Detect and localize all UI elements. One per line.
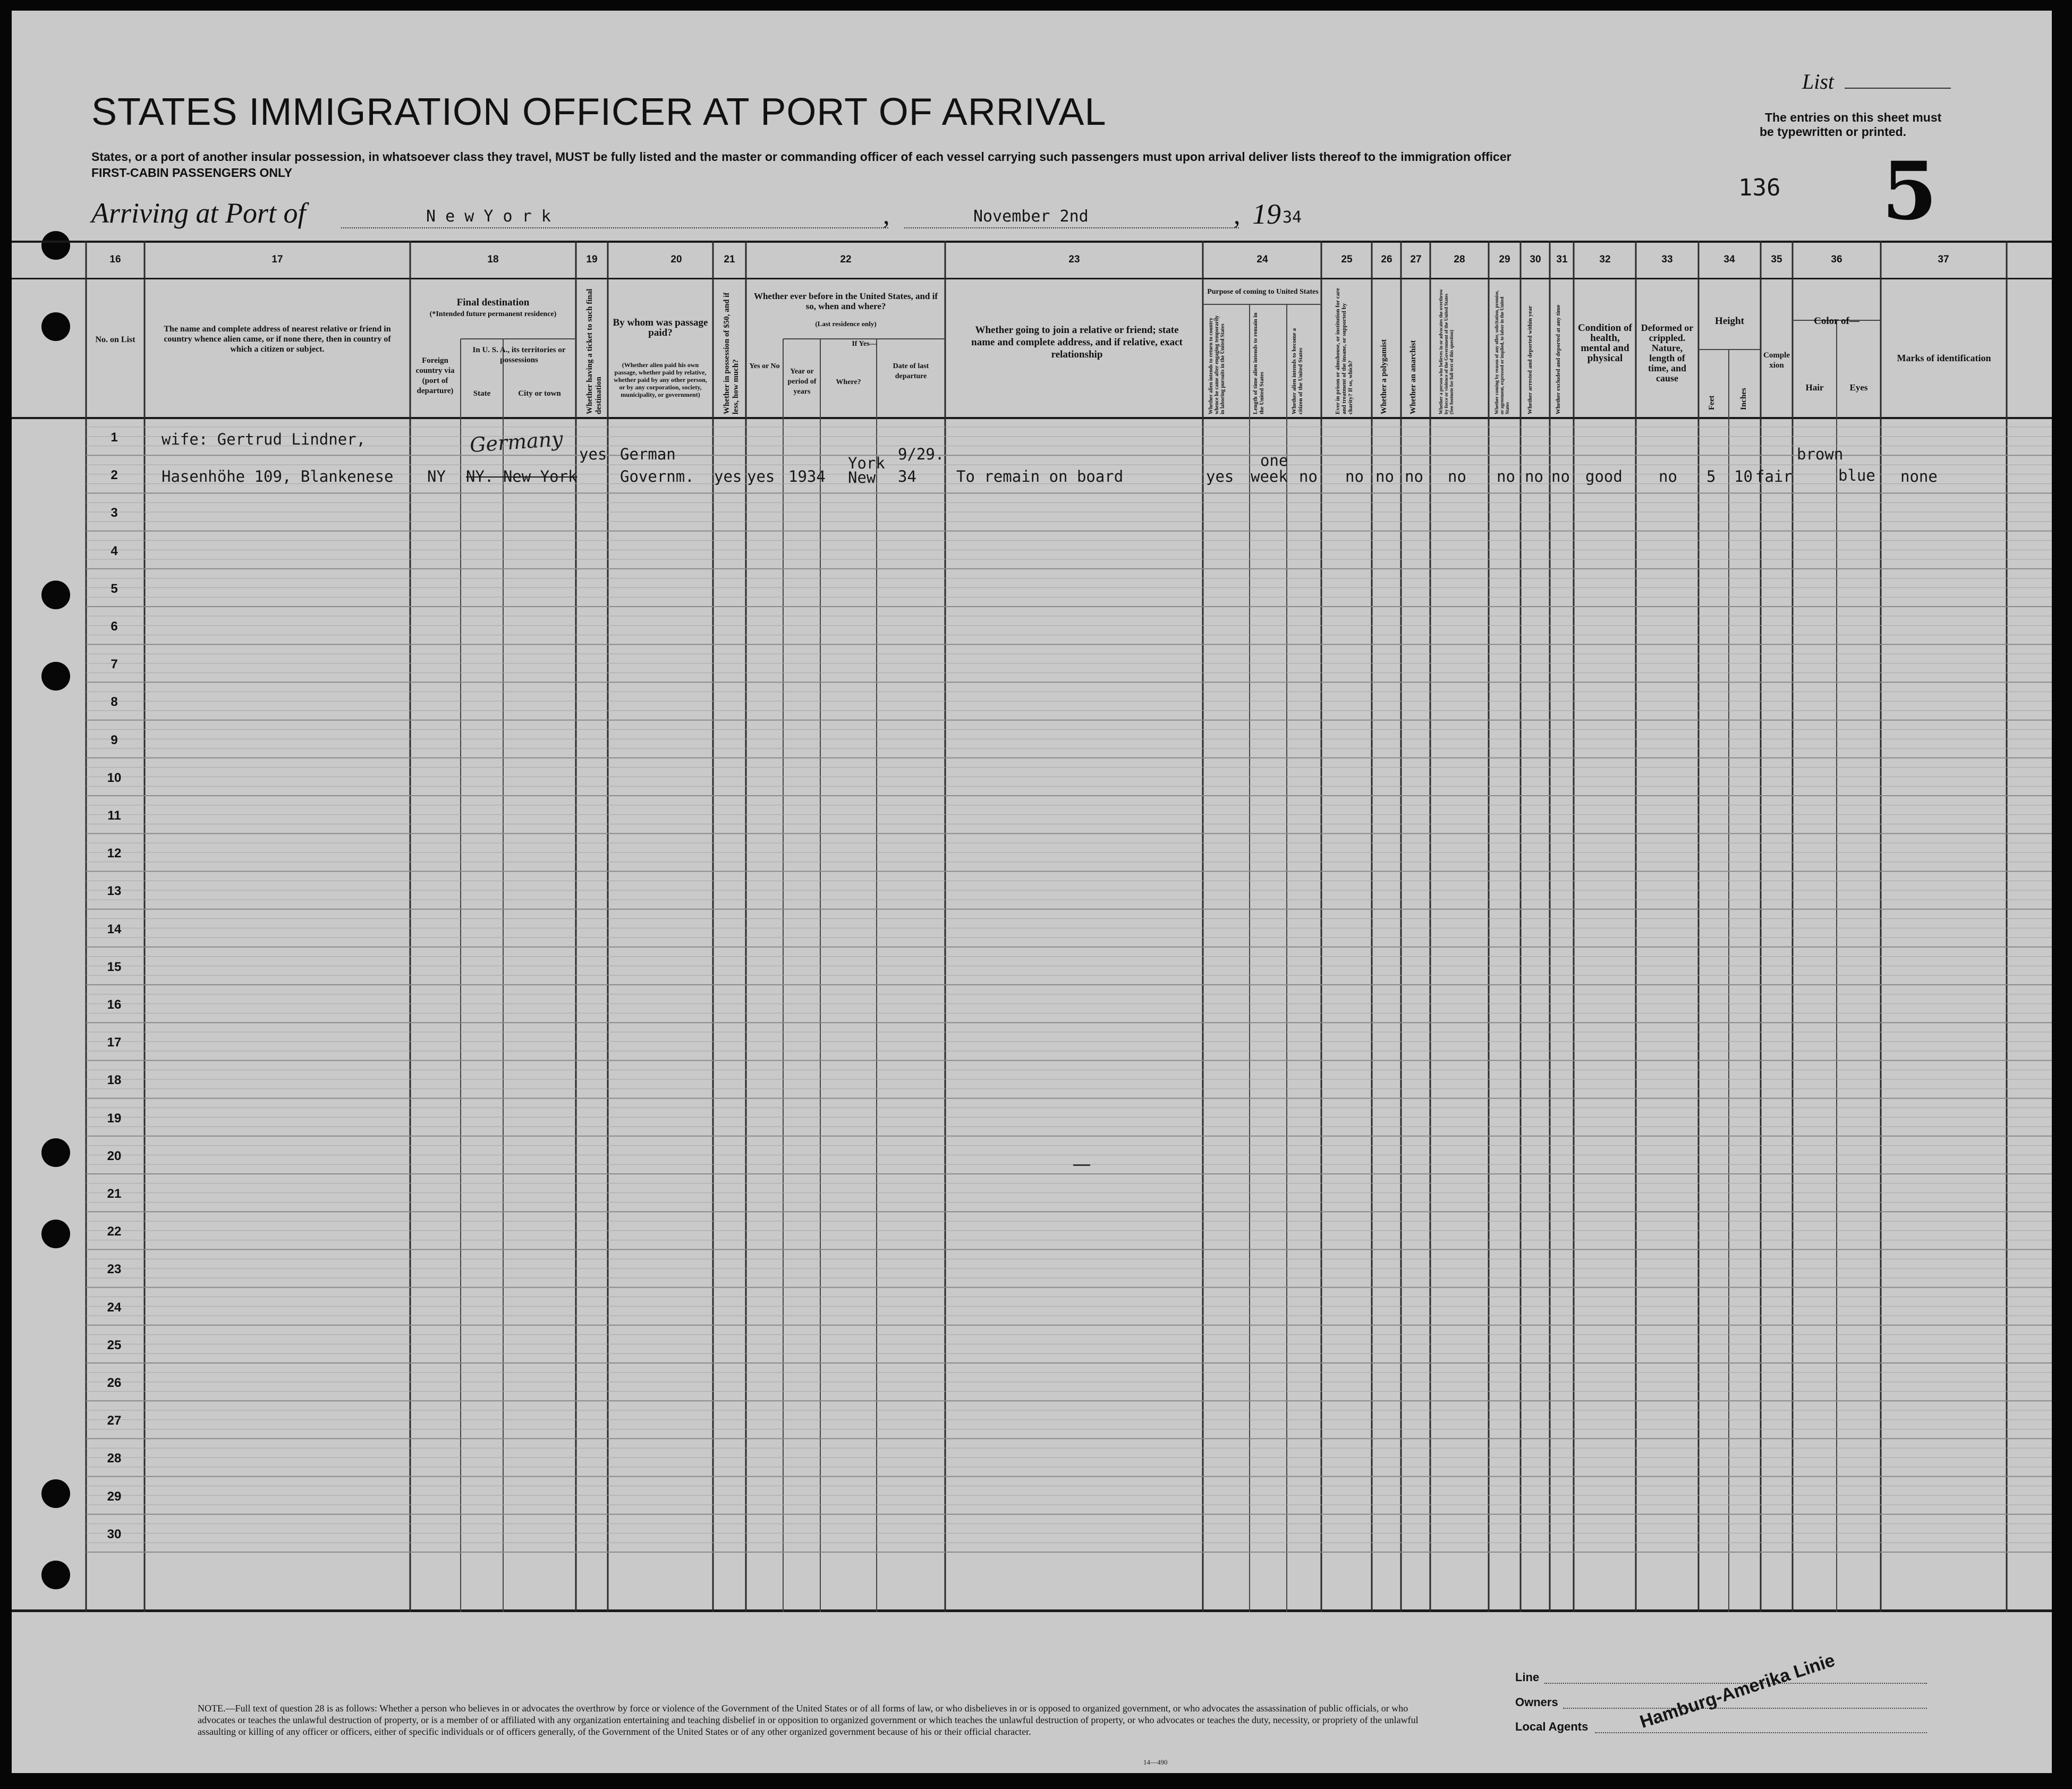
cabin-label: FIRST-CABIN PASSENGERS ONLY	[91, 166, 293, 180]
destination-state: NY. New York	[466, 467, 578, 485]
header-citizen-intent: Whether alien intends to become a citizen of the United States	[1291, 328, 1304, 414]
column-number: 28	[1454, 254, 1465, 265]
relative-address: Hasenhöhe 109, Blankenese	[162, 467, 394, 485]
deformed-value: no	[1659, 467, 1677, 485]
sheet-number: 5	[1882, 144, 1938, 238]
return-intent-value: yes	[1206, 467, 1234, 485]
header-joining: Whether going to join a relative or friend; state name and complete address, and if relative, exact relationship	[971, 325, 1183, 360]
header-excluded: Whether excluded and deported at any time	[1555, 304, 1561, 414]
row-number: 27	[107, 1413, 122, 1428]
inches-value: 10	[1734, 467, 1753, 485]
row-number: 26	[107, 1376, 122, 1390]
row-number: 20	[107, 1148, 122, 1163]
page-title: STATES IMMIGRATION OFFICER AT PORT OF ARRIVAL	[91, 91, 1107, 133]
column-number: 19	[586, 254, 598, 265]
departure-value: 9/29.	[898, 445, 945, 463]
column-number: 34	[1723, 254, 1735, 265]
row-number: 30	[107, 1527, 122, 1541]
handwritten-correction: Germany	[469, 427, 564, 457]
header-before-in-us: Whether ever before in the United States, and if so, when and where?	[753, 291, 938, 311]
polygamist-value: no	[1375, 467, 1394, 485]
footnote-question-28: NOTE.—Full text of question 28 is as follows: Whether a person who believes in or advocates the overthrow by force or violence of the Government of the United States or of all forms of law, or who disbelieves in or is opposed to organized government, or who advocates the assassination of public officials, or who advocates or teaches the unlawful destruction of property, or is a member of or affiliated with any organization entertaining and teaching disbelief in or opposition to organized government or which teaches the unlawful destruction of property, or who advocates or teaches the duty, necessity, or propriety of the unlawful assaulting or killing of any officer or officers, either of specific individuals or of officers generally, of the Government of the United States or of any other organized government because of his or their official character.	[198, 1703, 1419, 1737]
length-value: week	[1251, 467, 1288, 485]
row-number: 7	[111, 657, 118, 672]
row-number: 11	[107, 808, 121, 823]
year-value: 1934	[788, 467, 826, 485]
header-return-intent: Whether alien intends to return to country whence he came after engaging temporarily in laboring pursuits in the United States	[1208, 315, 1226, 414]
paid-by: Governm.	[620, 467, 694, 485]
header-if-yes: If Yes—	[852, 340, 877, 348]
column-number: 20	[670, 254, 682, 265]
header-anarchist: Whether an anarchist	[1409, 340, 1417, 414]
column-number: 32	[1599, 254, 1611, 265]
row-number: 5	[111, 581, 118, 596]
header-paid-by: By whom was passage paid?	[613, 317, 708, 338]
header-overthrow: Whether a person who believes in or advocates the overthrow by force or violence of the Government of the United States (See footnote for full text of this question)	[1438, 289, 1454, 414]
header-arrested: Whether arrested and deported within year	[1527, 305, 1533, 414]
row-number: 25	[107, 1338, 122, 1352]
hair-value: brown	[1797, 445, 1844, 463]
header-last-departure: Date of last departure	[893, 362, 929, 380]
header-polygamist: Whether a polygamist	[1380, 339, 1388, 414]
marks-value: none	[1900, 467, 1938, 485]
owners-label: Owners	[1515, 1696, 1558, 1709]
row-number: 18	[107, 1073, 122, 1088]
column-number: 16	[109, 254, 121, 265]
column-number: 26	[1381, 254, 1392, 265]
where-value: York	[848, 454, 885, 472]
header-last-residence: (Last residence only)	[815, 320, 877, 328]
row-number: 9	[111, 732, 118, 747]
pencil-mark	[1073, 1164, 1090, 1166]
fifty-dollars-value: yes	[714, 467, 742, 485]
feet-value: 5	[1706, 467, 1716, 485]
page-subtitle: States, or a port of another insular possession, in whatsoever class they travel, MUST be fully listed and the master or commanding officer of each vessel carrying such passengers must upon arrival deliver lists thereof to the immigration officer	[91, 150, 1511, 164]
row-number: 16	[107, 998, 122, 1012]
header-marks: Marks of identification	[1897, 353, 1991, 363]
row-number: 8	[111, 695, 118, 710]
column-number: 37	[1938, 254, 1949, 265]
header-eyes: Eyes	[1849, 382, 1868, 393]
arrival-date: November 2nd	[973, 207, 1089, 226]
row-number: 21	[107, 1187, 122, 1201]
header-city: City or town	[518, 389, 561, 398]
column-number: 30	[1530, 254, 1541, 265]
header-paid-by-note: (Whether alien paid his own passage, whether paid by relative, whether paid by any other person, or by any corporation, society, municipality, or government)	[614, 361, 707, 398]
prison-value: no	[1345, 467, 1364, 485]
anarchist-value: no	[1405, 467, 1423, 485]
row-number: 19	[107, 1111, 122, 1126]
column-number: 22	[840, 254, 852, 265]
header-where: Where?	[836, 378, 861, 386]
typewritten-note: be typewritten or printed.	[1760, 125, 1907, 139]
column-number: 35	[1771, 254, 1782, 265]
port-label: Arriving at Port of	[91, 197, 306, 229]
header-color: Color of—	[1814, 316, 1859, 327]
column-number: 33	[1661, 254, 1673, 265]
column-number: 17	[271, 254, 283, 265]
row-number: 3	[111, 506, 118, 521]
column-number: 24	[1256, 254, 1268, 265]
row-number: 28	[107, 1451, 122, 1466]
header-prison: Ever in prison or almshouse, or institution for care and treatment of the insane, or supported by charity? If so, which?	[1335, 288, 1354, 414]
row-number: 23	[107, 1262, 122, 1277]
complexion-value: fair	[1755, 467, 1793, 485]
column-number: 27	[1410, 254, 1422, 265]
row-number: 1	[111, 430, 118, 445]
row-number: 22	[107, 1224, 122, 1239]
health-value: good	[1585, 467, 1623, 485]
header-final-destination: Final destination	[456, 297, 530, 308]
year-prefix: 19	[1252, 198, 1281, 230]
row-number: 13	[107, 884, 122, 899]
header-yes-no: Yes or No	[749, 362, 780, 370]
ticket-value: yes	[579, 445, 607, 463]
header-year: Year or period of years	[787, 368, 817, 396]
excluded-value: no	[1551, 467, 1570, 485]
header-relative-address: The name and complete address of nearest relative or friend in country whence alien came, or if none there, then in country of which a citizen or subject.	[164, 325, 391, 354]
eyes-value: blue	[1838, 466, 1875, 484]
column-number: 25	[1341, 254, 1353, 265]
offer-labor-value: no	[1497, 467, 1515, 485]
relative-name: wife: Gertrud Lindner,	[162, 430, 366, 448]
departure-value: 34	[898, 467, 916, 485]
manifest-sheet: List STATES IMMIGRATION OFFICER AT PORT OF ARRIVAL States, or a port of another insular possession, in whatsoever class they travel, MUST be fully listed and the master or commanding officer of each vessel carrying such passengers must upon arrival deliver lists thereof to the immigration officer FIRST-CABIN PASSENGERS ONLY The entries on this sheet must be typewritten or printed. 136 5 Arriving at Port of N e w Y o r k , November 2nd , 19 34 16 17 18 19 20 21 22 23 24 25 26 27 28 29 30 31 32 33 34 35 36 37 No. on List The name and complete address of nearest relative or friend in country whence alien came, or if none there, then in country of which a citizen or subject. Final destination (*Intended future permanent residence) Foreign country via (port of departure) In U. S. A., its territories or possessions State City or town Whether having a ticket to such final destination By whom was passage paid? (Whether alien paid his own passage, whether paid by relative, whether paid by any other person, or by any corporation, society, municipality, or government) Whether in possession of $50, and if less, how much? Whether ever before in the United States, and if so, when and where? (Last residence only) Yes or No If Yes— Year or period of years Where? Date of last departure Whether going to join a relative or friend; state name and complete address, and if relative, exact relationship Purpose of coming to United States Whether alien intends to return to country whence he came after engaging temporarily in laboring pursuits in the United States Length of time alien intends to remain in the United States Whether alien intends to become a citizen of the United States Ever in prison or almshouse, or institution for care and treatment of the insane, or supported by charity? If so, which? Whether a polygamist Whether an anarchist Whether a person who believes in or advocates the overthrow by force or violence of the Government of the United States (See footnote for full text of this question) Whether coming by reason of any offer, solicitation, promise, or agreement, expressed or implied, to labor in the United States Whether arrested and deported within year Whether excluded and deported at any time Condition of health, mental and physical Deformed or crippled. Nature, length of time, and cause Height Feet Inches Complexion Color of— Hair Eyes Marks of identification 1 2 3 4 5 6 7 8 9 10 11 12 13 14 15 16 17 18 19 20 21 22 23 24 25 26 27 28 29 30 wife: Gertrud Lindner, Hasenhöhe 109, Blankenese NY NY. New York Germany yes German Governm. yes yes 1934 York New 9/29. 34 To remain on board yes one week no no no no no no no no good no 5 10 fair brown blue none NOTE.—Full text of question 28 is as follows: Whether a person who believes in or advocates the overthrow by force or violence of the Government of the United States or of all forms of law, or who disbelieves in or is opposed to organized government, or who advocates the assassination of public officials, or who advocates or teaches the unlawful destruction of property, or is a member of or affiliated with any organization entertaining and teaching disbelief in or opposition to organized government or which teaches the unlawful destruction of property, or who advocates or teaches the duty, necessity, or propriety of the unlawful assaulting or killing of any officer or officers, either of specific individuals or of officers generally, of the Government of the United States or of any other organized government because of his or their official character. 14—490 Line Owners Local Agents Hamburg-Amerika Linie	[12, 11, 2052, 1773]
paid-by: German	[620, 445, 676, 463]
header-usa: In U. S. A., its territories or possessions	[472, 346, 566, 364]
header-final-destination-note: (*Intended future permanent residence)	[429, 310, 557, 318]
header-offer-labor: Whether coming by reason of any offer, solicitation, promise, or agreement, expressed or implied, to labor in the United States	[1494, 290, 1510, 414]
typewritten-note: The entries on this sheet must	[1765, 110, 1942, 124]
year-suffix: 34	[1283, 208, 1302, 227]
port-value: N e w Y o r k	[426, 207, 551, 226]
row-number: 2	[111, 468, 118, 483]
header-deformed: Deformed or crippled. Nature, length of time, and cause	[1641, 322, 1694, 384]
column-number: 31	[1556, 254, 1568, 265]
header-feet: Feet	[1708, 395, 1716, 410]
header-purpose: Purpose of coming to United States	[1207, 288, 1319, 296]
header-height: Height	[1715, 316, 1744, 327]
column-number: 36	[1831, 254, 1842, 265]
header-length-of-stay: Length of time alien intends to remain in the United States	[1252, 312, 1265, 414]
where-value: New	[848, 468, 876, 487]
column-number: 29	[1499, 254, 1510, 265]
row-number: 4	[111, 543, 118, 558]
row-number: 24	[107, 1300, 122, 1315]
line-label: Line	[1515, 1671, 1540, 1684]
list-number: 136	[1738, 174, 1781, 201]
overthrow-value: no	[1448, 467, 1466, 485]
header-foreign-country: Foreign country via (port of departure)	[415, 356, 455, 395]
joining-value: To remain on board	[956, 467, 1124, 485]
row-number: 10	[107, 770, 122, 785]
column-number: 23	[1068, 254, 1080, 265]
header-hair: Hair	[1805, 382, 1824, 393]
shipping-line-stamp: Hamburg-Amerika Linie	[1637, 1650, 1838, 1733]
header-complexion: Complexion	[1763, 351, 1790, 370]
header-state: State	[473, 389, 491, 398]
column-number: 18	[487, 254, 499, 265]
row-number: 15	[107, 959, 122, 974]
arrested-value: no	[1525, 467, 1543, 485]
form-number: 14—490	[1143, 1758, 1168, 1766]
row-number: 6	[111, 619, 118, 634]
header-inches: Inches	[1739, 388, 1748, 410]
header-health: Condition of health, mental and physical	[1578, 322, 1632, 364]
length-value: one	[1260, 451, 1288, 470]
row-number: 12	[107, 846, 122, 861]
header-ticket: Whether having a ticket to such final destination	[585, 288, 603, 414]
header-fifty-dollars: Whether in possession of $50, and if less, how much?	[723, 292, 740, 414]
header-list-number: No. on List	[95, 335, 135, 344]
row-number: 29	[107, 1489, 122, 1504]
row-number: 14	[107, 922, 122, 936]
agents-label: Local Agents	[1515, 1720, 1589, 1733]
foreign-country: NY	[427, 467, 446, 485]
row-number: 17	[107, 1035, 122, 1050]
list-label: List	[1802, 70, 1835, 93]
citizen-value: no	[1299, 467, 1318, 485]
before-in-us-value: yes	[747, 467, 775, 485]
column-number: 21	[724, 254, 735, 265]
